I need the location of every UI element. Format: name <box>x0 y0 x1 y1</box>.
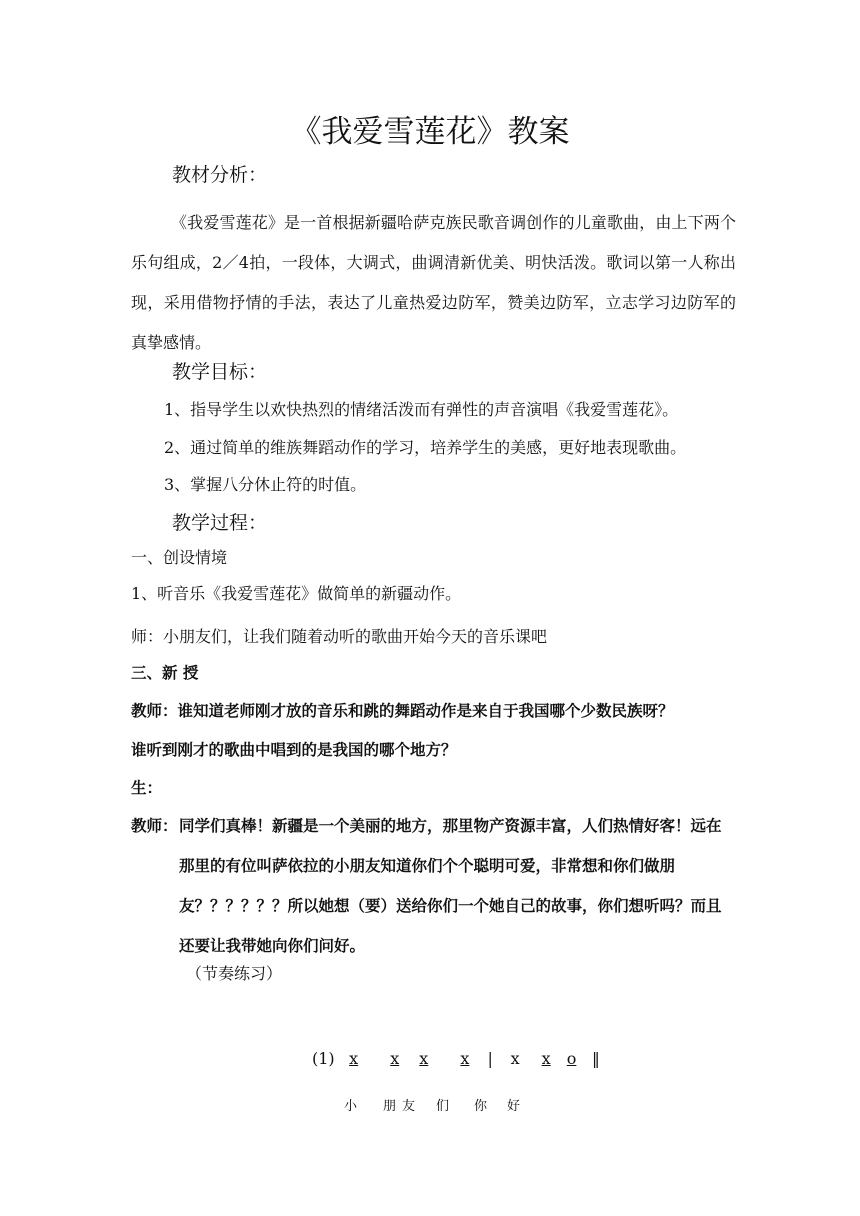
student-label: 生： <box>131 779 163 797</box>
teacher-label-2: 教师： <box>131 817 178 835</box>
rhythm-note: x <box>460 1049 470 1068</box>
section-1-title: 一、创设情境 <box>131 548 228 567</box>
teacher-response-text: 同学们真棒！新疆是一个美丽的地方，那里物产资源丰富，人们热情好客！远在那里的有位叫萨依拉的小朋友知道你们个个聪明可爱，非常想和你们做朋友？？？？？？所以她想（要）送给你们一个她自己的故事，你们想听吗？而且还要让我带她向你们问好。 <box>179 817 722 955</box>
rhythm-note: x <box>419 1049 429 1068</box>
teacher-question-line <box>131 699 674 721</box>
goal-item-3: 3、掌握八分休止符的时值。 <box>164 475 367 494</box>
lyric-syllable: 好 <box>507 1099 521 1114</box>
rhythm-note: x <box>349 1049 359 1068</box>
page-title: 《我爱雪莲花》教案 <box>290 114 570 150</box>
second-question-line: 谁听到刚才的歌曲中唱到的是我国的哪个地方？ <box>131 741 457 759</box>
teacher-intro-line: 师：小朋友们，让我们随着动听的歌曲开始今天的音乐课吧 <box>131 627 548 646</box>
goal-item-2: 2、通过简单的维族舞蹈动作的学习，培养学生的美感，更好地表现歌曲。 <box>164 438 687 457</box>
rhythm-note: x <box>541 1049 551 1068</box>
process-heading: 教学过程： <box>172 512 268 534</box>
rhythm-number: (1) <box>312 1049 335 1068</box>
rhythm-end-barline: ‖ <box>591 1049 600 1068</box>
lyric-syllable: 你 <box>474 1099 488 1114</box>
rhythm-notation <box>312 1049 600 1068</box>
rhythm-note: o <box>566 1049 577 1068</box>
section-3-title: 三、新 授 <box>131 664 199 682</box>
analysis-heading: 教材分析： <box>172 164 268 186</box>
teacher-response-block <box>131 806 736 966</box>
rhythm-barline: | <box>487 1049 493 1068</box>
teacher-label: 教师： <box>131 702 178 720</box>
lyric-syllable: 友 <box>402 1099 416 1114</box>
rhythm-note: x <box>510 1049 520 1068</box>
goals-heading: 教学目标： <box>172 361 268 383</box>
rhythm-note: x <box>390 1049 400 1068</box>
lyric-syllable: 小 <box>344 1099 358 1114</box>
step-1-text: 1、听音乐《我爱雪莲花》做简单的新疆动作。 <box>131 584 462 603</box>
lyric-syllable: 朋 <box>383 1099 397 1114</box>
rhythm-practice-heading: （节奏练习） <box>186 964 283 983</box>
teacher-question-text: 谁知道老师刚才放的音乐和跳的舞蹈动作是来自于我国哪个少数民族呀？ <box>177 702 674 720</box>
goal-item-1: 1、指导学生以欢快热烈的情绪活泼而有弹性的声音演唱《我爱雪莲花》。 <box>164 400 679 419</box>
analysis-paragraph: 《我爱雪莲花》是一首根据新疆哈萨克族民歌音调创作的儿童歌曲，由上下两个乐句组成，2／4拍，一段体，大调式，曲调清新优美、明快活泼。歌词以第一人称出现，采用借物抒情的手法，表达了儿童热爱边防军，赞美边防军，立志学习边防军的真挚感情。 <box>131 213 736 352</box>
lyric-syllable: 们 <box>436 1099 450 1114</box>
